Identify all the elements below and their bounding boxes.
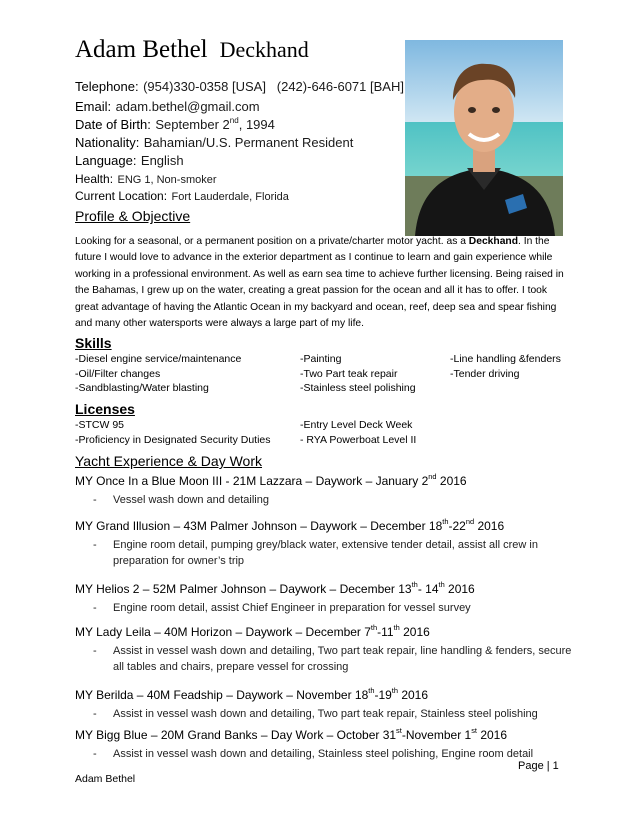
job-title-text: -22 (448, 519, 466, 533)
job-title (75, 688, 575, 702)
skill-item: -Painting (300, 353, 342, 365)
job-description-text: Engine room detail, assist Chief Engineer in preparation for vessel survey (113, 602, 471, 614)
portrait-image (405, 40, 563, 236)
job-title (75, 625, 575, 639)
dob-label: Date of Birth: (75, 117, 151, 132)
job-description (75, 600, 575, 616)
job-description-text: Engine room detail, pumping grey/black water, extensive tender detail, assist all crew in preparation for owner’s trip (113, 539, 538, 567)
job-title-text: MY Lady Leila – 40M Horizon – Daywork – December 7 (75, 625, 371, 639)
job-title-sup: nd (428, 472, 437, 482)
job-title-text: 2016 (436, 474, 467, 488)
location-value: Fort Lauderdale, Florida (171, 191, 289, 203)
dob-month: September 2 (155, 117, 230, 132)
job-title-sup: st (396, 726, 402, 736)
candidate-name: Adam Bethel (75, 36, 208, 63)
health-row (75, 170, 404, 187)
language-row (75, 152, 404, 170)
candidate-role: Deckhand (219, 37, 309, 62)
job-title-text: MY Once In a Blue Moon III - 21M Lazzara – Daywork – January 2 (75, 474, 429, 488)
job-title-text: MY Berilda – 40M Feadship – Daywork – November 18 (75, 688, 369, 702)
email-value: adam.bethel@gmail.com (115, 99, 260, 114)
language-value: English (140, 153, 184, 168)
profile-text-end: . In the future I would love to advance in the exterior department as I continue to learn and gain experience while working in a professional environment. As well as earn sea time to achieve further licensing. Being raised in the Bahamas, I grew up on the water, creating a great passion for the ocean and all it has to offer. I took great advantage of having the Atlantic Ocean in my backyard and ocean, reef, deep sea and spear fishing and many other watersports were always a large part of my life. (75, 236, 564, 330)
telephone-value: (954)330-0358 [USA] (242)-646-6071 [BAH] (143, 79, 404, 94)
job-title-text: MY Grand Illusion – 43M Palmer Johnson – Daywork – December 18 (75, 519, 443, 533)
job-description-text: Assist in vessel wash down and detailing, Two part teak repair, Stainless steel polishing (113, 708, 538, 720)
dash-bullet: - (93, 748, 97, 760)
job-title (75, 728, 575, 742)
telephone-row (75, 78, 404, 98)
email-row (75, 98, 404, 116)
profile-photo (405, 40, 563, 236)
job-description-text: Assist in vessel wash down and detailing, Stainless steel polishing, Engine room detail (113, 748, 534, 760)
contact-block (75, 78, 404, 204)
job-title-sup: th (391, 686, 398, 696)
job-title-text: 2016 (398, 688, 429, 702)
license-item: -STCW 95 (75, 419, 125, 431)
job-description (75, 746, 575, 762)
job-title-text: -November 1 (401, 728, 472, 742)
dash-bullet: - (93, 708, 97, 720)
profile-text (75, 234, 567, 332)
job-title-sup: st (471, 726, 477, 736)
job-title-text: 2016 (474, 519, 505, 533)
job-title (75, 582, 575, 596)
job-title-sup: th (442, 517, 449, 527)
job-title-text: 2016 (399, 625, 430, 639)
job-entry (75, 688, 575, 726)
job-description (75, 706, 575, 722)
skill-item: -Oil/Filter changes (75, 367, 161, 380)
profile-heading: Profile & Objective (75, 208, 191, 224)
location-row (75, 187, 404, 204)
job-title-sup: th (438, 580, 445, 590)
dash-bullet: - (93, 602, 97, 614)
job-description-text: Assist in vessel wash down and detailing, Two part teak repair, line handling & fenders, secure all tables and chairs, prepare vessel for crossing (113, 645, 572, 673)
skill-item: -Line handling &fenders (450, 353, 561, 365)
language-label: Language: (75, 153, 137, 168)
job-title-sup: th (393, 623, 400, 633)
experience-list (75, 474, 575, 766)
job-entry (75, 728, 575, 766)
nationality-row (75, 134, 404, 152)
dob-suffix: nd (229, 115, 239, 125)
location-label: Current Location: (75, 189, 168, 203)
profile-text-start: Looking for a seasonal, or a permanent position on a private/charter motor yacht. as a (75, 236, 469, 247)
dash-bullet: - (93, 494, 97, 506)
skill-item: -Sandblasting/Water blasting (75, 382, 209, 394)
experience-heading: Yacht Experience & Day Work (75, 453, 263, 469)
job-title-text: 2016 (444, 582, 475, 596)
footer-name: Adam Bethel (75, 773, 136, 785)
job-description-text: Vessel wash down and detailing (113, 494, 269, 506)
job-title-text: -19 (374, 688, 392, 702)
skill-item: -Two Part teak repair (300, 367, 398, 380)
health-label: Health: (75, 172, 114, 186)
license-item: -Proficiency in Designated Security Duties (75, 433, 271, 446)
health-value: ENG 1, Non-smoker (117, 174, 217, 186)
page-number: Page | 1 (518, 760, 559, 772)
nationality-label: Nationality: (75, 135, 140, 150)
telephone-label: Telephone: (75, 79, 139, 94)
job-title-text: -11 (377, 625, 394, 639)
profile-text-bold: Deckhand (468, 236, 519, 247)
skill-item: -Stainless steel polishing (300, 382, 416, 394)
license-item: -Entry Level Deck Week (300, 419, 413, 431)
nationality-value: Bahamian/U.S. Permanent Resident (143, 135, 354, 150)
dob-row (75, 116, 404, 134)
job-entry (75, 582, 575, 620)
job-title-sup: th (368, 686, 375, 696)
job-description (75, 537, 575, 569)
job-entry (75, 625, 575, 683)
skill-item: -Tender driving (450, 367, 520, 380)
dob-value (155, 117, 275, 132)
job-title-text: MY Bigg Blue – 20M Grand Banks – Day Work – October 31 (75, 728, 397, 742)
resume-header (75, 36, 309, 64)
licenses-heading: Licenses (75, 401, 135, 417)
dob-year: , 1994 (238, 117, 275, 132)
job-description (75, 492, 575, 508)
job-title-sup: nd (465, 517, 475, 527)
job-title-sup: th (411, 580, 418, 590)
skills-heading: Skills (75, 335, 112, 351)
skill-item: -Diesel engine service/maintenance (75, 353, 242, 365)
job-title-text: MY Helios 2 – 52M Palmer Johnson – Daywork – December 13 (75, 582, 412, 596)
license-item: - RYA Powerboat Level II (300, 433, 417, 446)
email-label: Email: (75, 99, 112, 114)
job-title-text: 2016 (477, 728, 508, 742)
job-title (75, 519, 575, 533)
job-entry (75, 474, 575, 512)
job-title-sup: th (370, 623, 378, 633)
job-entry (75, 519, 575, 577)
dash-bullet: - (93, 539, 97, 551)
dash-bullet: - (93, 645, 97, 657)
job-description (75, 643, 575, 675)
job-title (75, 474, 575, 488)
job-title-text: - 14 (417, 582, 439, 596)
